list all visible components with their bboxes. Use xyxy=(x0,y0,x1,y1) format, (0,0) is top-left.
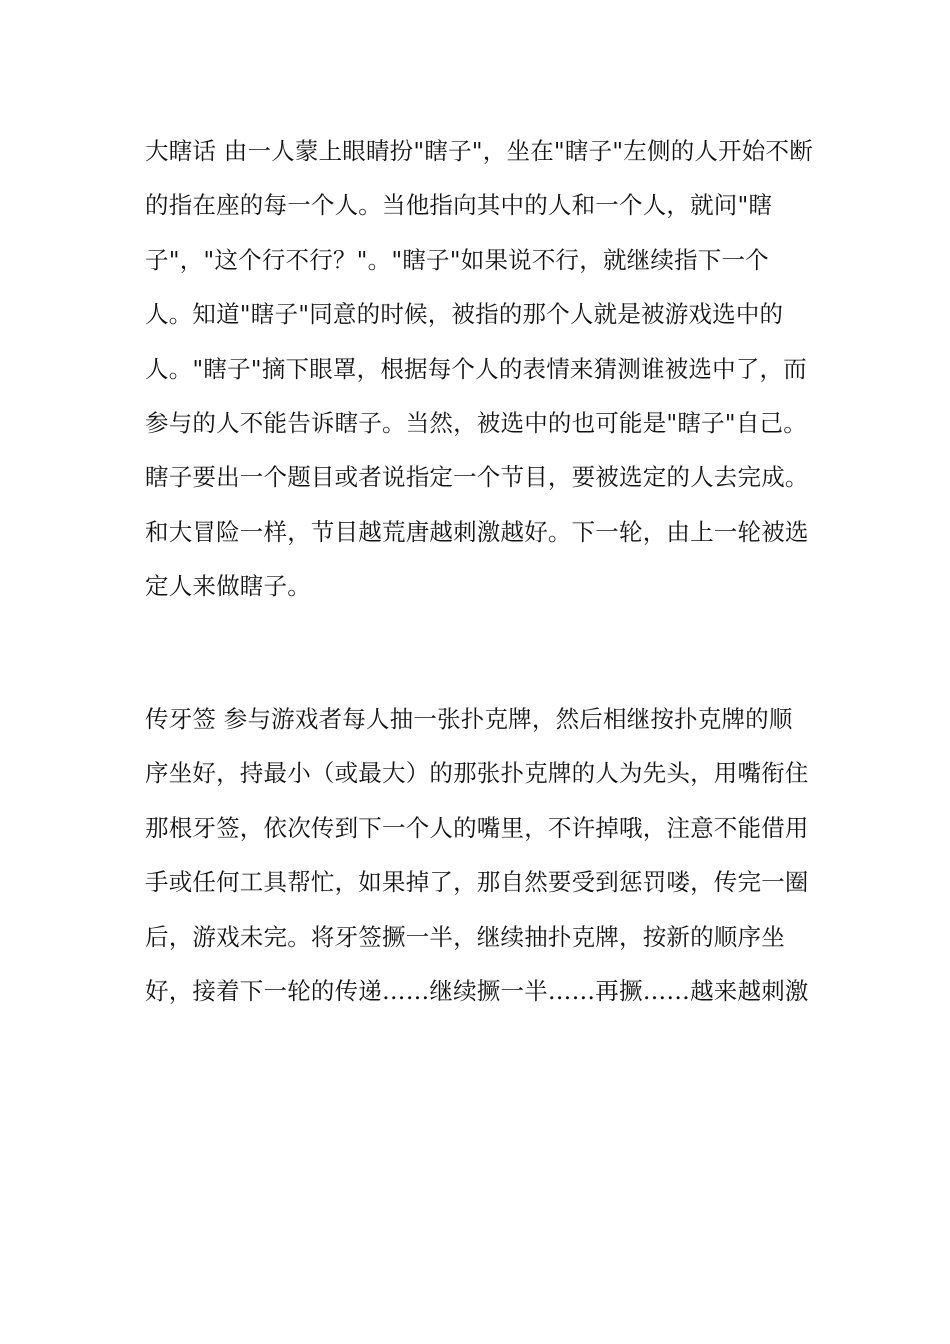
paragraph-blind-man-game: 大瞎话 由一人蒙上眼睛扮"瞎子"，坐在"瞎子"左侧的人开始不断的指在座的每一个人。当他指向其中的人和一个人，就问"瞎子"，"这个行不行？"。"瞎子"如果说不行，就继续指下一个人。知道"瞎子"同意的时候，被指的那个人就是被游戏选中的人。"瞎子"摘下眼罩，根据每个人的表情来猜测谁被选中了，而参与的人不能告诉瞎子。当然，被选中的也可能是"瞎子"自己。瞎子要出一个题目或者说指定一个节目，要被选定的人去完成。和大冒险一样，节目越荒唐越刺激越好。下一轮，由上一轮被选定人来做瞎子。 xyxy=(145,137,813,601)
paragraph-toothpick-game: 传牙签 参与游戏者每人抽一张扑克牌，然后相继按扑克牌的顺序坐好，持最小（或最大）的那张扑克牌的人为先头，用嘴衔住那根牙签，依次传到下一个人的嘴里，不许掉哦，注意不能借用手或任何工具帮忙，如果掉了，那自然要受到惩罚喽，传完一圈后，游戏未完。将牙签撅一半，继续抽扑克牌，按新的顺序坐好，接着下一轮的传递……继续撅一半……再撅……越来越刺激 xyxy=(145,705,809,1006)
